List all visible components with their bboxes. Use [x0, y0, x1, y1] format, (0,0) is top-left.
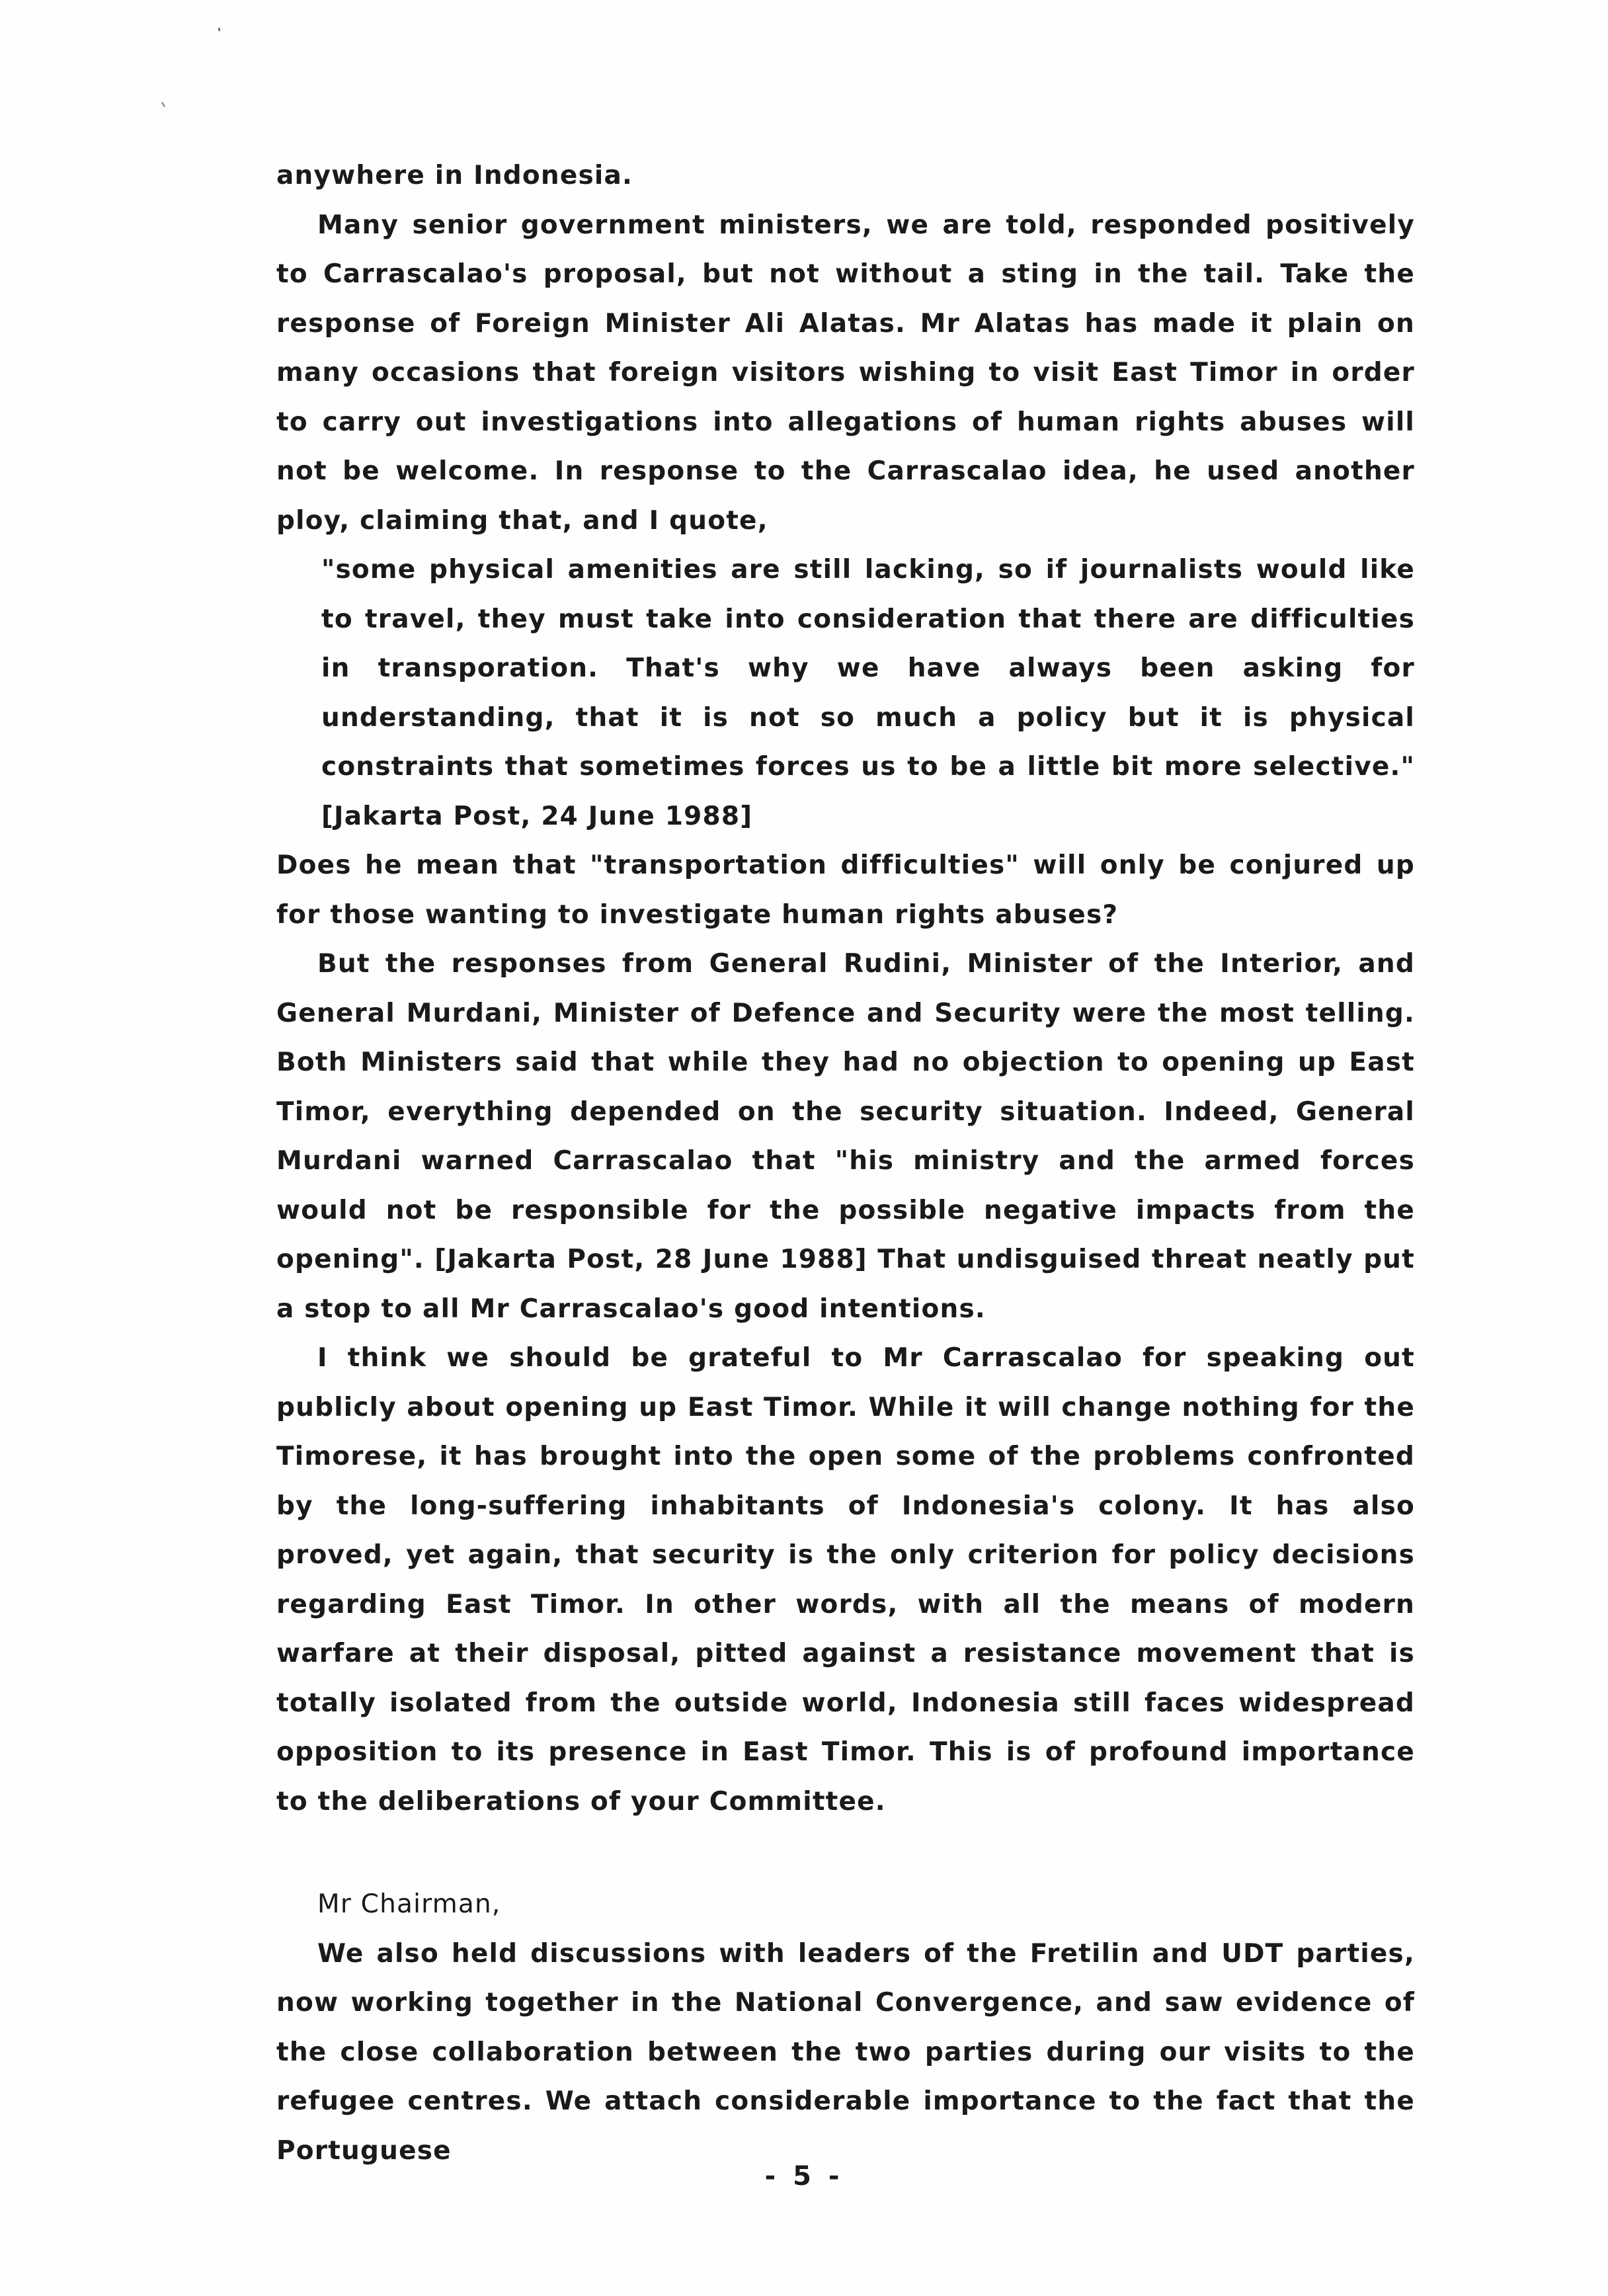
- salutation: Mr Chairman,: [317, 1889, 501, 1919]
- body-text-upper: [276, 151, 1415, 1826]
- page-number: - 5 -: [764, 2161, 844, 2192]
- body-text-lower: [276, 1880, 1415, 2176]
- scan-speck: [161, 102, 165, 107]
- quote-date: 24 June 1988]: [531, 801, 753, 831]
- block-quote: [321, 546, 1415, 841]
- paragraph-question: Does he mean that "transportation difficulties" will only be conjured up for those wanting to investigate human rights abuses?: [276, 850, 1415, 930]
- quote-text: "some physical amenities are still lacking, so if journalists would like to travel, they must take into consideration that there are difficulties in transporation. That's why we have always been asking for understanding, that it is not so much a policy but it is physical constraints that sometimes forces us to be a little bit more selective." [: [321, 555, 1415, 831]
- scan-speck: [218, 28, 220, 31]
- paragraph-continuation: anywhere in Indonesia.: [276, 161, 633, 190]
- paragraph-discussions: We also held discussions with leaders of the Fretilin and UDT parties, now working together in the National Convergence, and saw evidence of the close collaboration between the two parties during our visits to the refugee centres. We attach considerable importance to the fact that the Portuguese: [276, 1938, 1415, 2166]
- quote-source: Jakarta Post,: [334, 801, 532, 831]
- responses-source: Jakarta Post,: [447, 1245, 645, 1274]
- paragraph-grateful: I think we should be grateful to Mr Carrascalao for speaking out publicly about opening up East Timor. While it will change nothing for the Timorese, it has brought into the open some of the problems confronted by the long-suffering inhabitants of Indonesia's colony. It has also proved, yet again, that security is the only criterion for policy decisions regarding East Timor. In other words, with all the means of modern warfare at their disposal, pitted against a resistance movement that is totally isolated from the outside world, Indonesia still faces widespread opposition to its presence in East Timor. This is of profound importance to the deliberations of your Committee.: [276, 1343, 1415, 1817]
- paragraph-responses: [276, 940, 1415, 1334]
- paragraph-ministers: Many senior government ministers, we are told, responded positively to Carrascalao's proposal, but not without a sting in the tail. Take the response of Foreign Minister Ali Alatas. Mr Alatas has made it plain on many occasions that foreign visitors wishing to visit East Timor in order to carry out investigations into allegations of human rights abuses will not be welcome. In response to the Carrascalao idea, he used another ploy, claiming that, and I quote,: [276, 210, 1415, 536]
- responses-tail: 28 June 1988] That undisguised threat neatly put a stop to all Mr Carrascalao's good intentions.: [276, 1245, 1415, 1324]
- responses-text: But the responses from General Rudini, Minister of the Interior, and General Murdani, Minister of Defence and Security were the most telling. Both Ministers said that while they had no objection to opening up East Timor, everything depended on the security situation. Indeed, General Murdani warned Carrascalao that "his ministry and the armed forces would not be responsible for the possible negative impacts from the opening". [: [276, 949, 1415, 1274]
